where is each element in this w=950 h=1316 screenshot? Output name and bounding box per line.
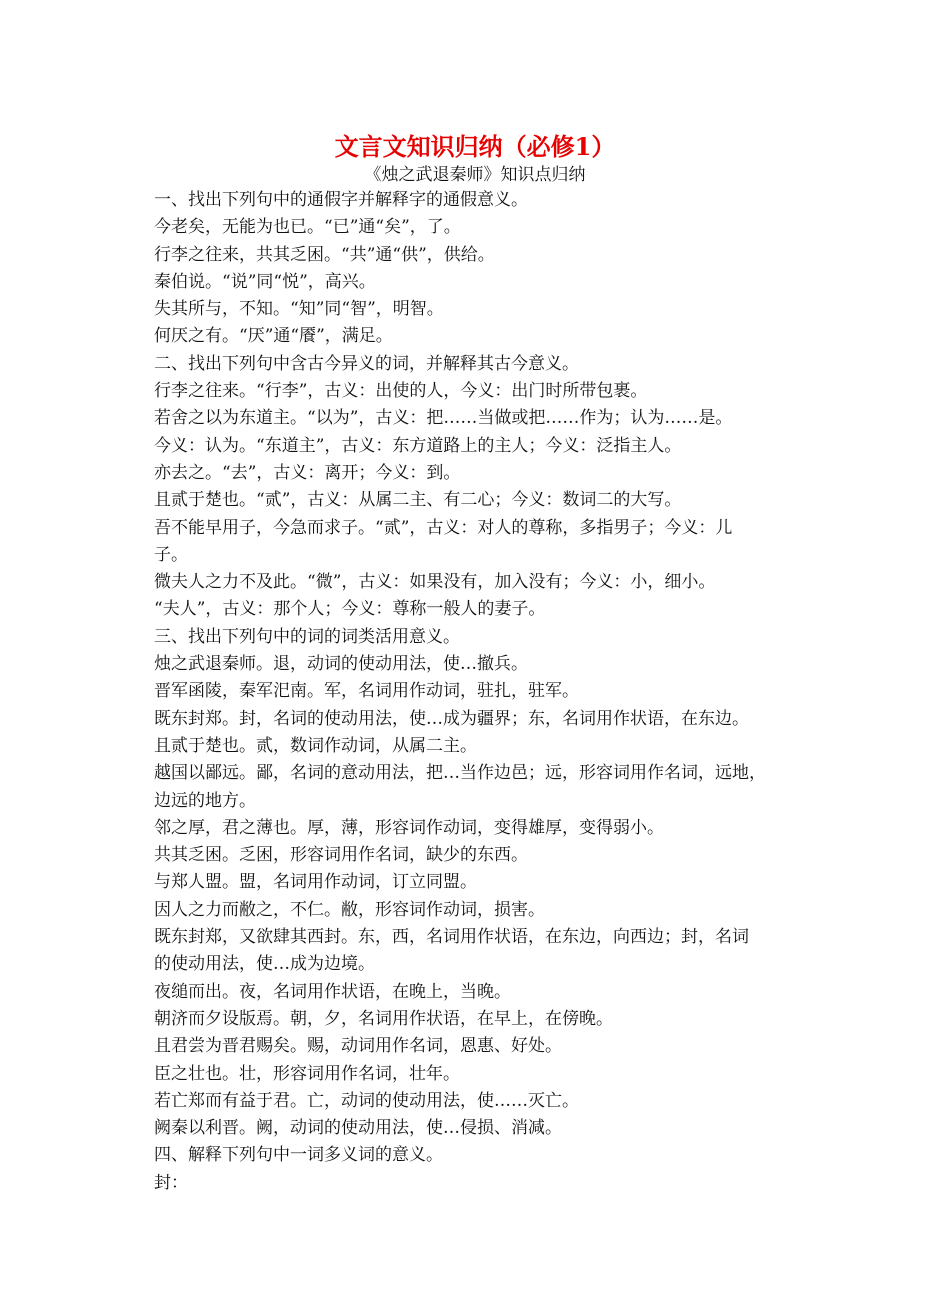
text-line: 四、解释下列句中一词多义词的意义。	[154, 1145, 443, 1166]
text-line: 且贰于楚也。贰，数词作动词，从属二主。	[154, 735, 477, 756]
text-line: 秦伯说。“说”同“悦”，高兴。	[154, 271, 376, 292]
text-line: 且贰于楚也。“贰”，古义：从属二主、有二心；今义：数词二的大写。	[154, 490, 682, 511]
text-line: 越国以鄙远。鄙，名词的意动用法，把…当作边邑；远，形容词用作名词，远地，	[154, 763, 766, 784]
document-title: 文言文知识归纳（必修1）	[334, 132, 616, 161]
text-line: 阙秦以利晋。阙，动词的使动用法，使…侵损、消减。	[154, 1118, 562, 1139]
text-line: 失其所与，不知。“知”同“智”，明智。	[154, 299, 444, 320]
text-line: 烛之武退秦师。退，动词的使动用法，使…撤兵。	[154, 654, 528, 675]
text-line: 亦去之。“去”，古义：离开；今义：到。	[154, 462, 461, 483]
text-line: 封：	[154, 1172, 188, 1193]
text-line: 共其乏困。乏困，形容词用作名词，缺少的东西。	[154, 845, 528, 866]
text-line: 且君尝为晋君赐矣。赐，动词用作名词，恩惠、好处。	[154, 1036, 562, 1057]
text-line: 臣之壮也。壮，形容词用作名词，壮年。	[154, 1063, 460, 1084]
text-line: 边远的地方。	[154, 790, 256, 811]
text-line: 子。	[154, 544, 188, 565]
text-line: 行李之往来。“行李”，古义：出使的人，今义：出门时所带包裹。	[154, 381, 648, 402]
document-subtitle: 《烛之武退秦师》知识点归纳	[364, 165, 586, 185]
text-line: 三、找出下列句中的词的词类活用意义。	[154, 626, 460, 647]
text-line: 邻之厚，君之薄也。厚，薄，形容词作动词，变得雄厚，变得弱小。	[154, 817, 664, 838]
text-line: 今老矣，无能为也已。“已”通“矣”，了。	[154, 217, 461, 238]
text-line: 因人之力而敝之，不仁。敝，形容词作动词，损害。	[154, 899, 545, 920]
text-line: 与郑人盟。盟，名词用作动词，订立同盟。	[154, 872, 477, 893]
text-line: 朝济而夕设版焉。朝，夕，名词用作状语，在早上，在傍晚。	[154, 1008, 613, 1029]
document-body	[154, 187, 810, 1197]
text-line: 晋军函陵，秦军汜南。军，名词用作动词，驻扎，驻军。	[154, 681, 579, 702]
text-line: 一、找出下列句中的通假字并解释字的通假意义。	[154, 190, 528, 210]
text-line: 若舍之以为东道主。“以为”，古义：把……当做或把……作为；认为……是。	[154, 408, 733, 429]
text-line: 既东封郑，又欲肆其西封。东，西，名词用作状语，在东边，向西边；封，名词	[154, 927, 749, 948]
text-line: 今义：认为。“东道主”，古义：东方道路上的主人；今义：泛指主人。	[154, 435, 682, 456]
text-line: 吾不能早用子，今急而求子。“贰”，古义：对人的尊称，多指男子；今义：儿	[154, 517, 733, 538]
text-line: “夫人”，古义：那个人；今义：尊称一般人的妻子。	[154, 599, 546, 620]
text-line: 若亡郑而有益于君。亡，动词的使动用法，使……灭亡。	[154, 1090, 579, 1111]
text-line: 的使动用法，使…成为边境。	[154, 954, 375, 975]
text-line: 何厌之有。“厌”通“餍”，满足。	[154, 326, 393, 347]
text-line: 二、找出下列句中含古今异义的词，并解释其古今意义。	[154, 353, 579, 374]
text-line: 既东封郑。封，名词的使动用法，使…成为疆界；东，名词用作状语，在东边。	[154, 708, 749, 729]
text-line: 微夫人之力不及此。“微”，古义：如果没有，加入没有；今义：小，细小。	[154, 572, 716, 593]
text-line: 夜缒而出。夜，名词用作状语，在晚上，当晚。	[154, 981, 511, 1002]
text-line: 行李之往来，共其乏困。“共”通“供”，供给。	[154, 244, 495, 265]
